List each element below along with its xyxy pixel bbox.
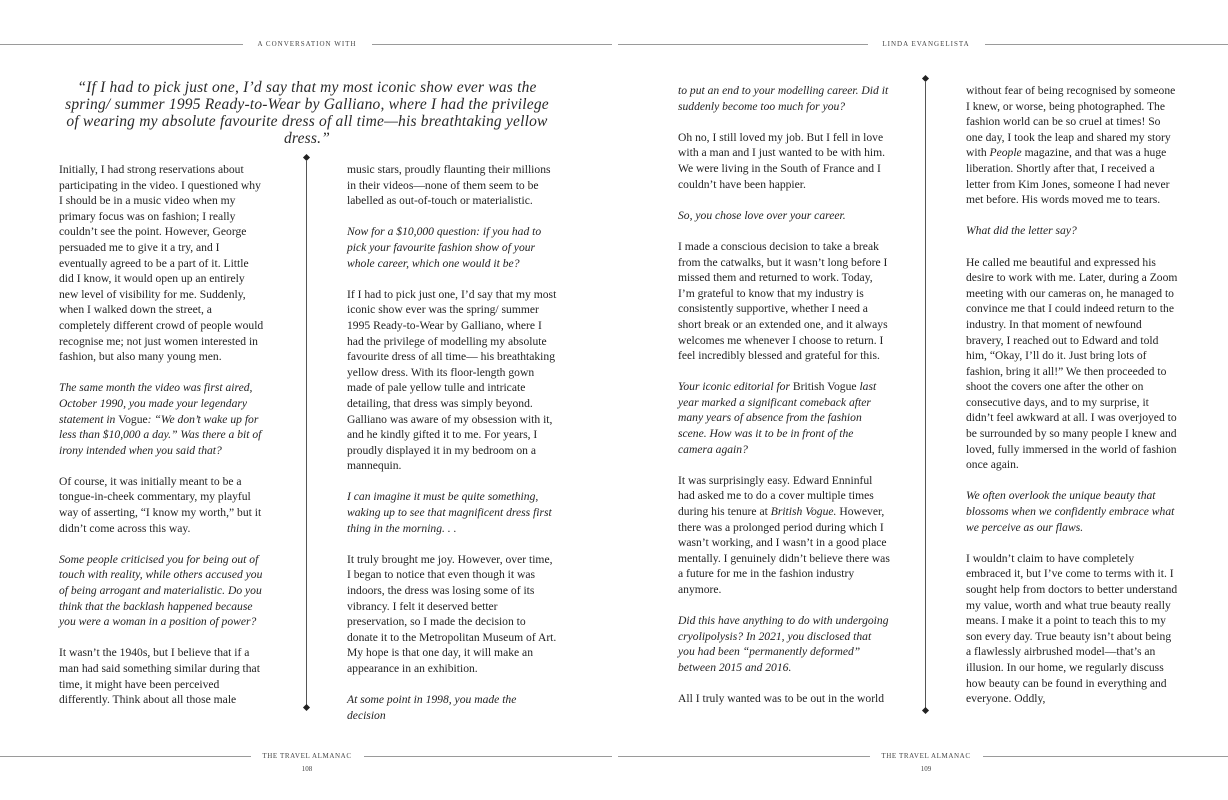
rule-ornament-bottom-left <box>303 704 310 711</box>
question-paragraph: to put an end to your modelling career. Did it suddenly become too much for you? <box>678 84 889 113</box>
rule-ornament-bottom-right <box>922 707 929 714</box>
footer-title-left: THE TRAVEL ALMANAC <box>262 752 352 760</box>
running-head-left: A CONVERSATION WITH <box>257 40 357 48</box>
answer-paragraph: He called me beautiful and expressed his desire to work with me. Later, during a Zoom meeting with our cameras on, he managed to convince me that I could indeed return to the industry. In that moment of newfound bravery, I reached out to Edward and told him, “Okay, I’ll do it. Just bring lots of fashion, bring it all!” We then proceeded to shoot the covers one after the other on consecutive days, and to my surprise, it didn’t feel awkward at all. I was overjoyed to be surrounded by so many people I knew and loved, fully immersed in the world of fashion once again. <box>966 255 1178 472</box>
answer-paragraph: I wouldn’t claim to have completely embraced it, but I’ve come to terms with it. I sought help from doctors to better understand my value, worth and what true beauty really means. I make it a point to teach this to my son every day. True beauty isn’t about being a flawlessly airbrushed model—that’s an illusion. In our home, we regularly discuss how beauty can be found in everything and everyone. Oddly, <box>966 551 1178 706</box>
article-column-4 <box>966 83 1178 707</box>
question-paragraph: Did this have anything to do with undergoing cryolipolysis? In 2021, you disclosed that you had been “permanently deformed” between 2015 and 2016. <box>678 614 889 674</box>
answer-paragraph: It truly brought me joy. However, over time, I began to notice that even though it was indoors, the dress was losing some of its vibrancy. I felt it deserved better preservation, so I made the decision to donate it to the Metropolitan Museum of Art. My hope is that one day, it will make an appearance in an exhibition. <box>347 552 557 675</box>
article-column-1 <box>59 162 265 708</box>
answer-paragraph: Oh no, I still loved my job. But I fell in love with a man and I just wanted to be with him. We were living in the South of France and I couldn’t have been happier. <box>678 130 886 191</box>
footer-rule-left-b <box>364 756 612 757</box>
question-paragraph: Your iconic editorial for British Vogue last year marked a significant comeback after many years of absence from the fashion scene. How was it to be in front of the camera again? <box>678 380 877 456</box>
question-paragraph: Some people criticised you for being out of touch with reality, while others accused you of being arrogant and materialistic. Do you think that the backlash happened because you were a woman in a position of power? <box>59 552 263 629</box>
column-rule-right <box>925 81 926 708</box>
answer-paragraph: I made a conscious decision to take a break from the catwalks, but it wasn’t long before I missed them and returned to work. Today, I’m grateful to know that my industry is consistently supportive, whether I need a short break or an extended one, and it always welcomes me whenever I choose to return. I feel incredibly blessed and grateful for this. <box>678 239 888 363</box>
header-rule-right-b <box>985 44 1228 45</box>
running-head-right: LINDA EVANGELISTA <box>882 40 970 48</box>
article-column-2 <box>347 162 557 723</box>
question-paragraph: The same month the video was first aired, October 1990, you made your legendary statement in Vogue: “We don’t wake up for less than $10,000 a day.” Was there a bit of irony intended when you said that? <box>59 381 262 457</box>
footer-rule-right-b <box>983 756 1228 757</box>
answer-paragraph: It wasn’t the 1940s, but I believe that if a man had said something similar during that time, it might have been perceived differently. Think about all those male <box>59 646 260 707</box>
question-paragraph: Now for a $10,000 question: if you had to pick your favourite fashion show of your whole career, which one would it be? <box>347 225 542 270</box>
header-rule-right-a <box>618 44 868 45</box>
question-paragraph: At some point in 1998, you made the decision <box>347 693 517 722</box>
footer-rule-left-a <box>0 756 251 757</box>
header-rule-left-a <box>0 44 243 45</box>
answer-paragraph: music stars, proudly flaunting their millions in their videos—none of them seem to be labelled as out-of-touch or materialistic. <box>347 163 551 208</box>
question-paragraph: We often overlook the unique beauty that blossoms when we confidently embrace what we perceive as our flaws. <box>966 489 1175 534</box>
pull-quote: “If I had to pick just one, I’d say that my most iconic show ever was the spring/ summer 1995 Ready-to-Wear by Galliano, where I had the privilege of wearing my absolute favourite dress of all time—his breathtaking yellow dress.” <box>65 79 549 147</box>
column-rule-left <box>306 160 307 705</box>
page-number-left: 108 <box>301 765 313 773</box>
answer-paragraph: All I truly wanted was to be out in the world <box>678 692 885 706</box>
answer-paragraph: Of course, it was initially meant to be a tongue-in-cheek commentary, my playful way of asserting, “I know my worth,” but it didn’t come across this way. <box>59 474 262 535</box>
footer-rule-right-a <box>618 756 870 757</box>
footer-title-right: THE TRAVEL ALMANAC <box>881 752 971 760</box>
answer-paragraph: If I had to pick just one, I’d say that my most iconic show ever was the spring/ summer 1995 Ready-to-Wear by Galliano, where I had the privilege of modelling my absolute favourite dress of all time— his breathtaking yellow dress. With its floor-length gown made of pale yellow tulle and intricate detailing, that dress was simply beyond. Galliano was aware of my obsession with it, and he kindly gifted it to me. For years, I proudly displayed it in my bedroom on a mannequin. <box>347 287 557 473</box>
question-paragraph: I can imagine it must be quite something, waking up to see that magnificent dress first thing in the morning. . . <box>347 490 552 535</box>
answer-paragraph: It was surprisingly easy. Edward Enninful had asked me to do a cover multiple times during his tenure at British Vogue. However, there was a prolonged period during which I wasn’t working, and I wasn’t in a good place mentally. I genuinely didn’t believe there was a future for me in the fashion industry anymore. <box>678 473 890 596</box>
answer-paragraph: without fear of being recognised by someone I knew, or worse, being photographed. The fashion world can be so cruel at times! So one day, I took the leap and shared my story with People magazine, and that was a huge liberation. Shortly after that, I received a letter from Kim Jones, someone I had never met before. His words moved me to tears. <box>966 84 1176 207</box>
answer-paragraph: Initially, I had strong reservations about participating in the video. I questioned why I should be in a music video when my primary focus was on fashion; I really couldn’t see the point. However, George persuaded me to give it a try, and I eventually agreed to be a part of it. Little did I know, it would open up an entirely new level of visibility for me. Suddenly, when I walked down the street, a completely different crowd of people would recognise me; not just women interested in fashion, but also many young men. <box>59 163 264 364</box>
header-rule-left-b <box>372 44 612 45</box>
question-paragraph: So, you chose love over your career. <box>678 208 846 222</box>
article-column-3 <box>678 83 890 707</box>
question-paragraph: What did the letter say? <box>966 224 1077 238</box>
page-number-right: 109 <box>920 765 932 773</box>
